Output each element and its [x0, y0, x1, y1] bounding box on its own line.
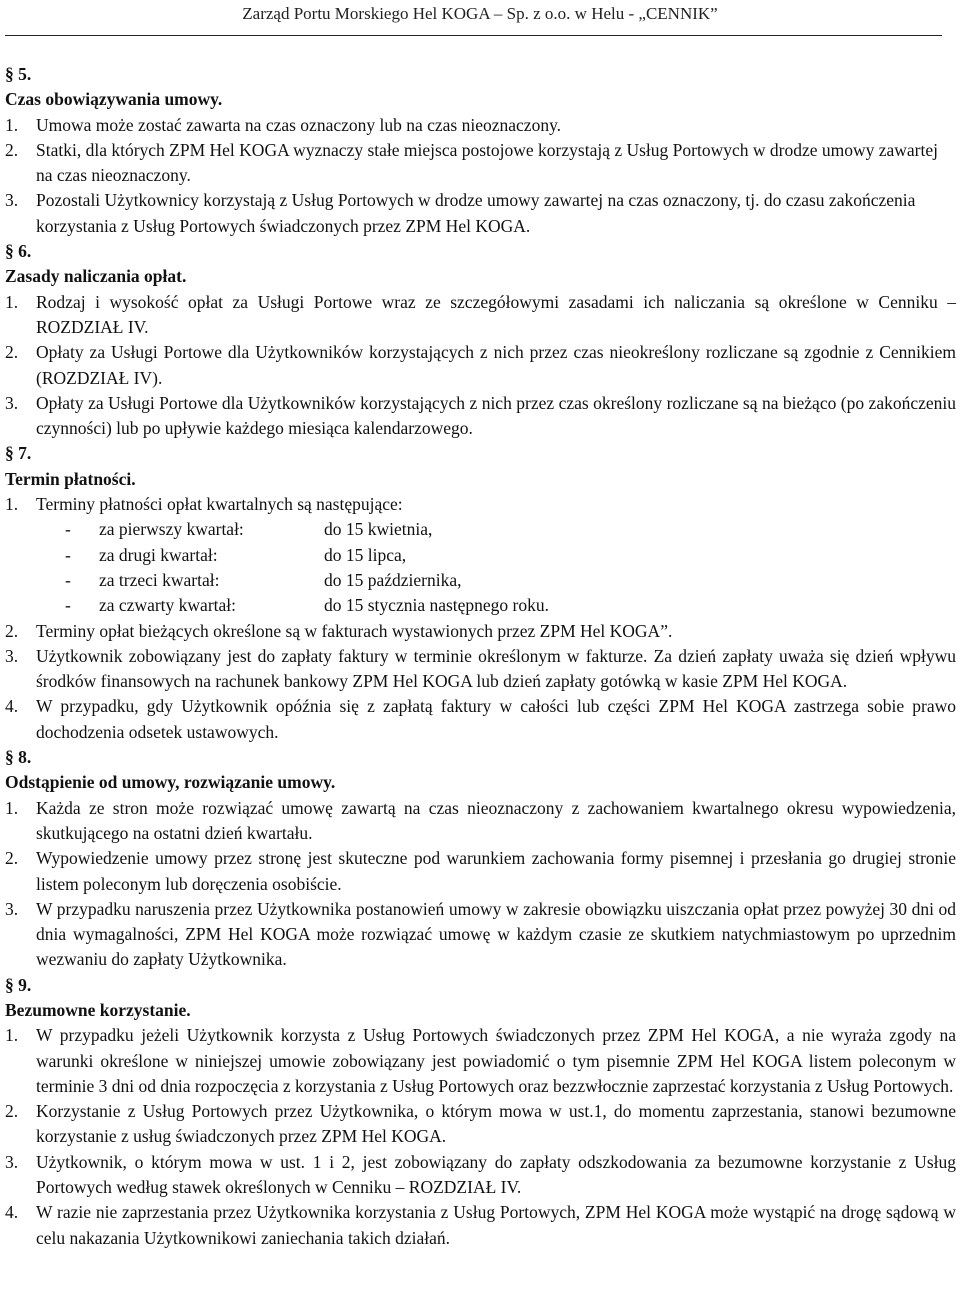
item-text: Każda ze stron może rozwiązać umowę zawartą na czas nieoznaczony z zachowaniem kwartalnego okresu wypowiedzenia, skutkującego na ostatni dzień kwartału.	[36, 797, 956, 843]
list-item	[5, 492, 956, 517]
list-item	[5, 290, 956, 341]
item-text: W przypadku jeżeli Użytkownik korzysta z Usług Portowych świadczonych przez ZPM Hel KOGA, a nie wyraża zgody na warunki określone w niniejszej umowie zobowiązany jest powiadomić o tym pisemnie ZPM Hel KOGA listem poleconym w terminie 3 dni od dnia rozpoczęcia z korzystania z Usług Portowych oraz bezzwłocznie zaprzestać korzystania z Usług Portowych.	[36, 1025, 956, 1096]
payment-row	[65, 593, 956, 618]
section-title: Odstąpienie od umowy, rozwiązanie umowy.	[5, 772, 336, 793]
section-title: Bezumowne korzystanie.	[5, 999, 191, 1020]
due-date: do 15 stycznia następnego roku.	[324, 595, 550, 616]
section-6	[5, 239, 956, 441]
section-5	[5, 62, 956, 239]
list-item	[5, 138, 956, 189]
quarter-label: za pierwszy kwartał:	[99, 519, 244, 540]
section-number: § 6.	[5, 241, 32, 262]
item-text: Pozostali Użytkownicy korzystają z Usług Portowych w drodze umowy zawartej na czas oznaczony, tj. do czasu zakończenia korzystania z Usług Portowych świadczonych przez ZPM Hel KOGA.	[36, 190, 916, 236]
quarter-label: za trzeci kwartał:	[99, 569, 220, 590]
item-text: Umowa może zostać zawarta na czas oznaczony lub na czas nieoznaczony.	[36, 114, 562, 135]
item-text: Użytkownik, o którym mowa w ust. 1 i 2, jest zobowiązany do zapłaty odszkodowania za bezumowne korzystanie z Usług Portowych według stawek określonych w Cenniku – ROZDZIAŁ IV.	[36, 1151, 956, 1198]
item-text: W przypadku, gdy Użytkownik opóźnia się z zapłatą faktury w całości lub części ZPM Hel KOGA zastrzega sobie prawo dochodzenia odsetek ustawowych.	[36, 696, 956, 742]
list-item	[5, 897, 956, 973]
item-number: 1.	[5, 1025, 19, 1046]
payment-row	[65, 543, 956, 568]
item-number: 2.	[5, 1101, 19, 1122]
list-item	[5, 188, 956, 239]
item-number: 2.	[5, 848, 19, 869]
item-number: 4.	[5, 696, 19, 717]
item-text: Opłaty za Usługi Portowe dla Użytkowników korzystających z nich przez czas określony rozliczane są na bieżąco (po zakończeniu czynności) lub po upływie każdego miesiąca kalendarzowego.	[36, 392, 956, 439]
list-item	[5, 391, 956, 442]
list-item	[5, 1023, 956, 1099]
item-number: 2.	[5, 620, 19, 641]
section-title: Zasady naliczania opłat.	[5, 266, 187, 287]
payment-schedule	[5, 517, 956, 618]
payment-row	[65, 517, 956, 542]
item-text: Opłaty za Usługi Portowe dla Użytkowników korzystających z nich przez czas nieokreślony rozliczane są zgodnie z Cennikiem (ROZDZIAŁ IV).	[36, 342, 956, 388]
item-number: 1.	[5, 494, 19, 515]
header-title: Zarząd Portu Morskiego Hel KOGA – Sp. z o.o. w Helu - „CENNIK”	[242, 4, 718, 23]
item-text: Wypowiedzenie umowy przez stronę jest skuteczne pod warunkiem zachowania formy pisemnej i przesłania go drugiej stronie listem poleconym lub doręczenia osobiście.	[36, 848, 956, 894]
list-item	[5, 1099, 956, 1150]
due-date: do 15 października,	[324, 569, 462, 590]
item-number: 2.	[5, 342, 19, 363]
section-7	[5, 441, 956, 745]
document-body	[5, 62, 956, 1251]
page-header	[0, 4, 960, 24]
list-item	[5, 644, 956, 695]
list-item	[5, 694, 956, 745]
item-text: Terminy opłat bieżących określone są w fakturach wystawionych przez ZPM Hel KOGA”.	[36, 620, 673, 641]
item-text: Rodzaj i wysokość opłat za Usługi Portowe wraz ze szczegółowymi zasadami ich naliczania są określone w Cenniku – ROZDZIAŁ IV.	[36, 291, 956, 337]
list-item	[5, 1150, 956, 1201]
item-number: 1.	[5, 291, 19, 312]
item-number: 1.	[5, 797, 19, 818]
item-text: Użytkownik zobowiązany jest do zapłaty faktury w terminie określonym w fakturze. Za dzień zapłaty uważa się dzień wpływu środków finansowych na rachunek bankowy ZPM Hel KOGA lub dzień zapłaty gotówką w kasie ZPM Hel KOGA.	[36, 645, 956, 692]
list-item	[5, 796, 956, 847]
row-dash: -	[65, 569, 71, 590]
header-divider	[5, 35, 942, 36]
section-number: § 7.	[5, 443, 32, 464]
item-number: 2.	[5, 139, 19, 160]
section-title: Czas obowiązywania umowy.	[5, 89, 223, 110]
row-dash: -	[65, 519, 71, 540]
row-dash: -	[65, 595, 71, 616]
list-item	[5, 1200, 956, 1251]
quarter-label: za czwarty kwartał:	[99, 595, 237, 616]
item-number: 4.	[5, 1202, 19, 1223]
list-item	[5, 846, 956, 897]
item-text: Statki, dla których ZPM Hel KOGA wyznaczy stałe miejsca postojowe korzystają z Usług Portowych w drodze umowy zawartej na czas nieoznaczony.	[36, 139, 939, 186]
item-number: 3.	[5, 645, 19, 666]
quarter-label: za drugi kwartał:	[99, 544, 218, 565]
row-dash: -	[65, 544, 71, 565]
item-number: 3.	[5, 1151, 19, 1172]
item-number: 3.	[5, 190, 19, 211]
list-item	[5, 619, 956, 644]
payment-row	[65, 568, 956, 593]
item-text: W przypadku naruszenia przez Użytkownika postanowień umowy w zakresie obowiązku uiszczania opłat przez powyżej 30 dni od dnia wymagalności, ZPM Hel KOGA może rozwiązać umowę w każdym czasie ze skutkiem natychmiastowym po uprzednim wezwaniu do zapłaty Użytkownika.	[36, 898, 956, 970]
item-number: 3.	[5, 392, 19, 413]
item-text: Korzystanie z Usług Portowych przez Użytkownika, o którym mowa w ust.1, do momentu zaprzestania, stanowi bezumowne korzystanie z usług świadczonych przez ZPM Hel KOGA.	[36, 1101, 956, 1147]
item-text: Terminy płatności opłat kwartalnych są następujące:	[36, 494, 403, 515]
due-date: do 15 kwietnia,	[324, 519, 433, 540]
list-item	[5, 340, 956, 391]
section-number: § 8.	[5, 747, 32, 768]
section-9	[5, 973, 956, 1251]
item-text: W razie nie zaprzestania przez Użytkownika korzystania z Usług Portowych, ZPM Hel KOGA może wystąpić na drogę sądową w celu nakazania Użytkownikowi zaniechania takich działań.	[36, 1202, 956, 1248]
section-number: § 9.	[5, 974, 32, 995]
section-number: § 5.	[5, 64, 32, 84]
section-title: Termin płatności.	[5, 468, 136, 489]
due-date: do 15 lipca,	[324, 544, 407, 565]
item-number: 1.	[5, 114, 19, 135]
item-number: 3.	[5, 898, 19, 919]
list-item	[5, 113, 956, 138]
section-8	[5, 745, 956, 973]
